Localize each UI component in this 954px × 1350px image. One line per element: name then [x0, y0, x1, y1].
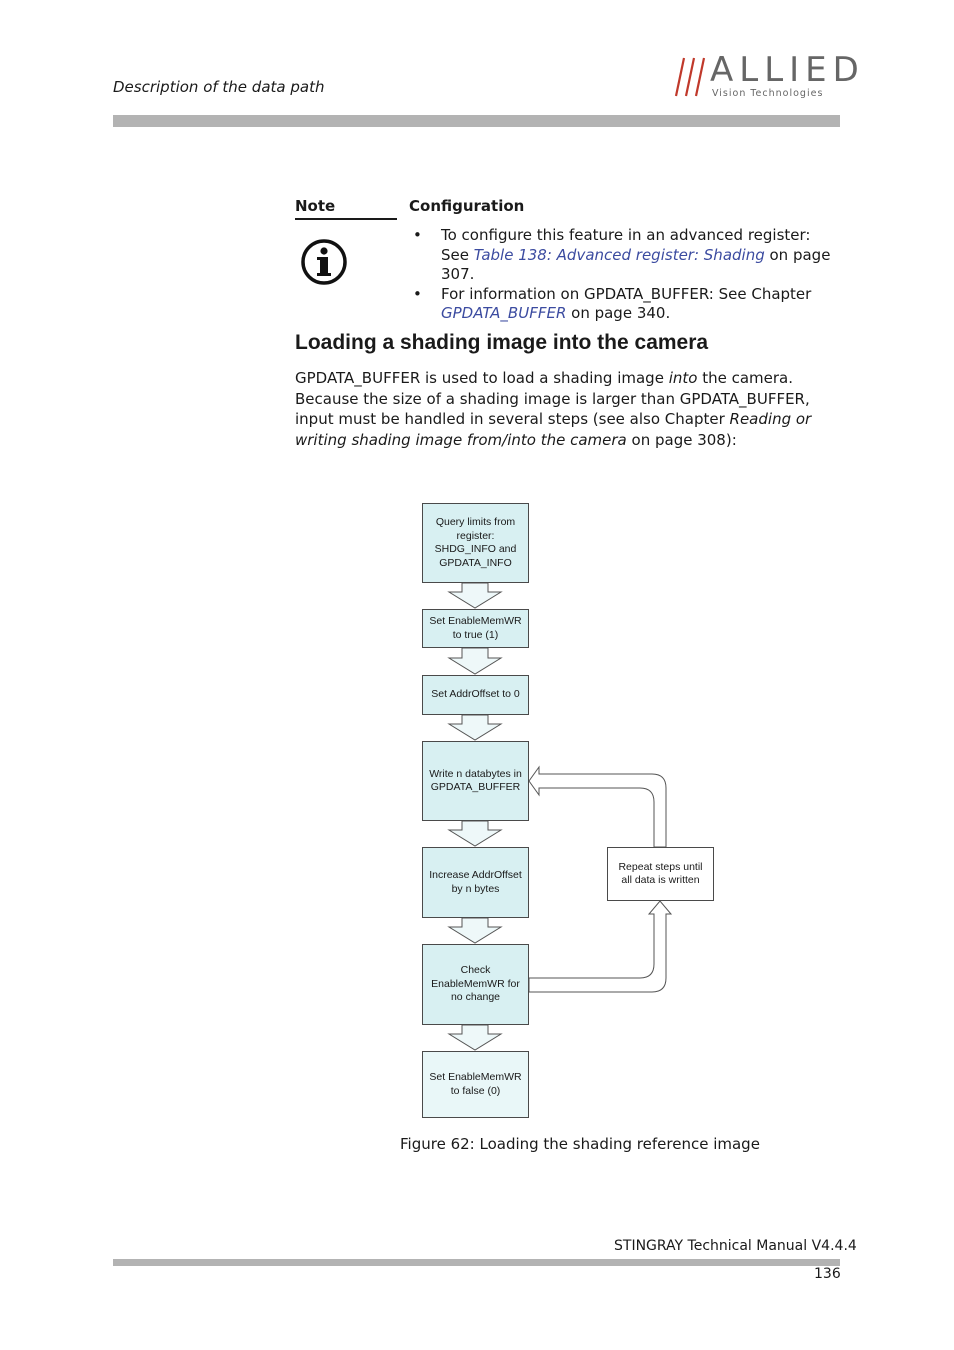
flow-arrow-6: [449, 1025, 501, 1050]
info-icon: [300, 238, 348, 286]
figure-caption: Figure 62: Loading the shading reference image: [400, 1135, 760, 1153]
page-number: 136: [814, 1266, 841, 1282]
flow-step-query-limits: Query limits from register: SHDG_INFO and GPDATA_INFO: [422, 503, 529, 583]
link-table-138[interactable]: Table 138: Advanced register: Shading: [473, 245, 765, 264]
note-bullets: [409, 226, 839, 324]
bullet-text-prefix: For information on GPDATA_BUFFER: See Chapter: [441, 284, 812, 303]
flow-arrow-4: [449, 821, 501, 846]
section-heading: Loading a shading image into the camera: [295, 331, 709, 354]
flow-step-set-addroffset: Set AddrOffset to 0: [422, 675, 529, 715]
flow-step-write-databytes: Write n databytes in GPDATA_BUFFER: [422, 741, 529, 821]
header-section-title: Description of the data path: [113, 78, 325, 96]
para-italic: into: [668, 369, 698, 387]
flow-arrow-5: [449, 918, 501, 943]
flow-step-increase-addroffset: Increase AddrOffset by n bytes: [422, 847, 529, 918]
flow-arrow-1: [449, 583, 501, 608]
note-label: Note: [295, 197, 336, 215]
note-title: Configuration: [409, 197, 525, 215]
flow-arrow-2: [449, 648, 501, 674]
allied-logo: [666, 50, 865, 102]
para-text: on page 308):: [626, 430, 737, 449]
note-bullet: [409, 285, 839, 324]
para-text: GPDATA_BUFFER is used to load a shading image: [295, 369, 669, 387]
flow-step-check-enablememwr: Check EnableMemWR for no change: [422, 944, 529, 1025]
footer-rule: [113, 1259, 840, 1266]
loop-arrow-back: [529, 767, 666, 847]
logo-slashes-icon: [666, 54, 710, 98]
note-bullet: [409, 226, 839, 285]
bullet-text-suffix: on page 340.: [566, 304, 671, 322]
header-rule: [113, 115, 840, 127]
para-text: the camera. Because the size of a shading image is larger than GPDATA_BUFFER, input must be handled in several steps (see also Chapter: [295, 369, 810, 428]
bullet-text-prefix: To configure this feature in an advanced register: See: [441, 226, 811, 264]
footer-manual-title: STINGRAY Technical Manual V4.4.4: [614, 1238, 857, 1254]
body-paragraph: [295, 368, 840, 450]
flow-arrow-3: [449, 715, 501, 740]
note-rule: [295, 218, 397, 220]
flow-step-enable-memwr-true: Set EnableMemWR to true (1): [422, 609, 529, 648]
bullet-icon: •: [413, 226, 422, 244]
flow-loop-box: Repeat steps until all data is written: [607, 847, 714, 901]
logo-word: ALLIED: [710, 50, 865, 90]
bullet-text-suffix: on page 307.: [441, 245, 831, 283]
bullet-icon: •: [413, 284, 422, 303]
para-italic-chapter-ref: Reading or writing shading image from/into the camera: [295, 410, 812, 449]
link-gpdata-buffer[interactable]: GPDATA_BUFFER: [441, 304, 567, 322]
loop-arrow-up: [529, 901, 671, 992]
logo-subtitle: Vision Technologies: [712, 88, 824, 99]
flow-step-enable-memwr-false: Set EnableMemWR to false (0): [422, 1051, 529, 1118]
